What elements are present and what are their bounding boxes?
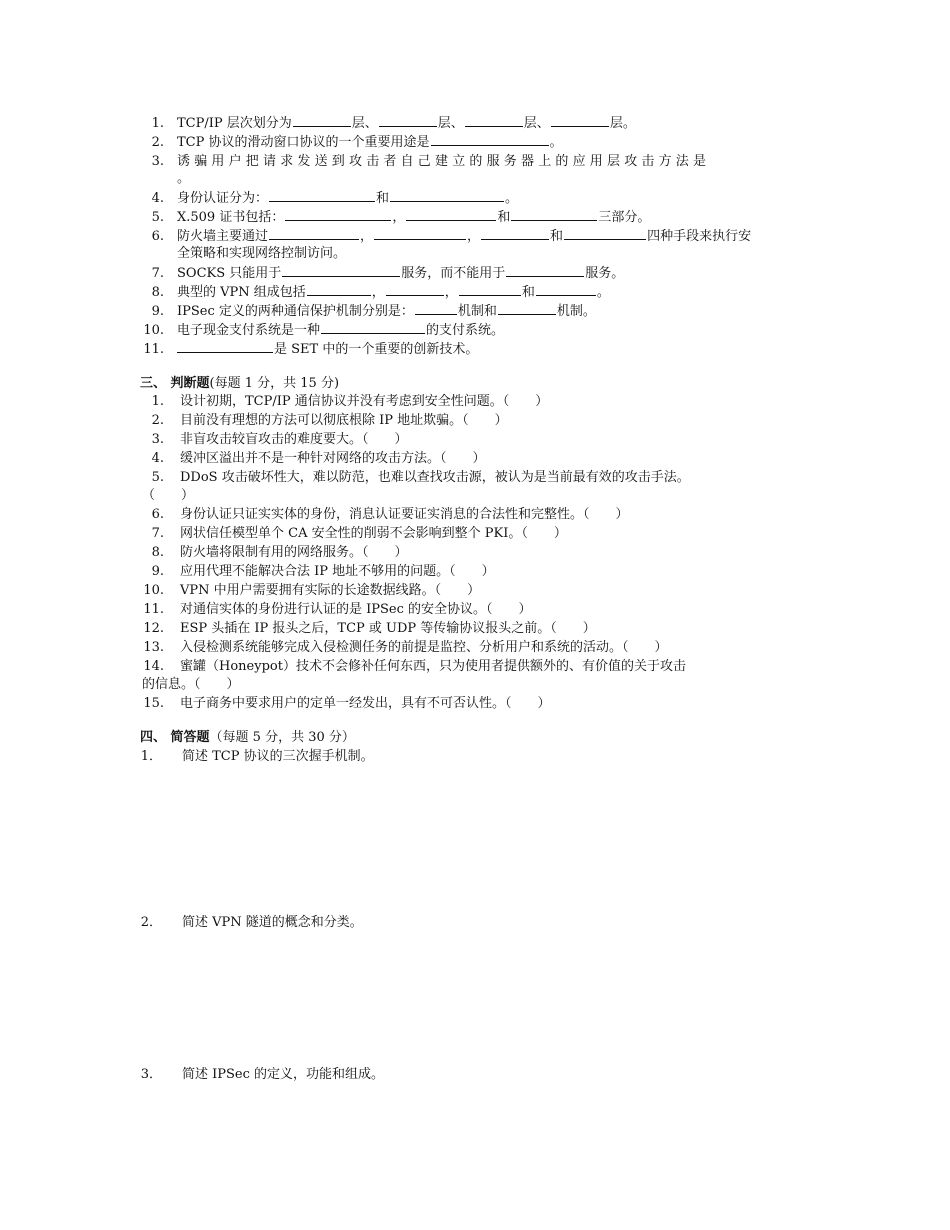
item-text: 非盲攻击较盲攻击的难度要大。（ ） bbox=[180, 432, 408, 447]
exam-page: 1. TCP/IP 层次划分为 层、 层、 层、 层。 2. TCP 协议的滑动窗口协议的一个重要用途是 。 3. 诱骗用户把请求发送到攻击者自己建立的服务器上的应用层攻击方法是 。 4. 身份认证分为： 和 。 5. X.509 证书包括： ， 和 三部分。 6. 防火墙主要通过 ， ， 和 四种手段来执行安 全策略和实现网络控制访问。 7. SOCKS 只能用于 服务，而不能用于 服务。 8. 典型的 VPN 组成包括 ， ， 和 。 9. IPSec 定义的两种通信保护机制分别是： 机制和 机制。 10. 电子现金支付系统是一种 的支付系统。 11. 是 SET 中的一个重要的创新技术。 三、 判断题(每题 1 分，共 15 分) 1. 设计初期，TCP/IP 通信协议并没有考虑到安全性问题。（ ） 2. 目前没有理想的方法可以彻底根除 IP 地址欺骗。（ ） 3. 非盲攻击较盲攻击的难度要大。（ ） 4. 缓冲区溢出并不是一种针对网络的攻击方法。（ ） 5. DDoS 攻击破坏性大，难以防范，也难以查找攻击源，被认为是当前最有效的攻击手法。 （ ） 6. 身份认证只证实实体的身份，消息认证要证实消息的合法性和完整性。（ ） 7. 网状信任模型单个 CA 安全性的削弱不会影响到整个 PKI。（ ） 8. 防火墙将限制有用的网络服务。（ ） 9. 应用代理不能解决合法 IP 地址不够用的问题。（ ） 10. VPN 中用户需要拥有实际的长途数据线路。（ ） 11. 对通信实体的身份进行认证的是 IPSec 的安全协议。（ ） 12. ESP 头插在 IP 报头之后，TCP 或 UDP 等传输协议报头之前。（ ） 13. 入侵检测系统能够完成入侵检测任务的前提是监控、分析用户和系统的活动。（ ） 14. 蜜罐（Honeypot）技术不会修补任何东西，只为使用者提供额外的、有价值的关于攻击 的信息。（ ） 15. 电子商务中要求用户的定单一经发出，具有不可否认性。（ ） 四、 简答题（每题 5 分，共 30 分） 1． 简述 TCP 协议的三次握手机制。 2． 简述 VPN 隧道的概念和分类。 3． 简述 IPSec 的定义，功能和组成。 bbox=[0, 0, 950, 1230]
answer-blank[interactable] bbox=[293, 115, 351, 127]
answer-blank[interactable] bbox=[177, 341, 273, 353]
item-number: 4. bbox=[151, 451, 164, 466]
item-number: 11. bbox=[143, 602, 164, 617]
item-number: 3. bbox=[151, 432, 164, 447]
answer-blank[interactable] bbox=[282, 265, 400, 277]
item-number: 1. bbox=[151, 394, 164, 409]
answer-blank[interactable] bbox=[415, 303, 457, 315]
answer-blank[interactable] bbox=[459, 284, 521, 296]
item-number: 13. bbox=[143, 640, 164, 655]
item-number: 6. bbox=[151, 507, 164, 522]
item-number: 7. bbox=[151, 526, 164, 541]
answer-blank[interactable] bbox=[269, 190, 375, 202]
item-text-continued: 的信息。（ ） bbox=[142, 677, 240, 692]
answer-blank[interactable] bbox=[431, 134, 549, 146]
item-text: 设计初期，TCP/IP 通信协议并没有考虑到安全性问题。（ ） bbox=[180, 394, 549, 409]
section-4-heading: 四、 简答题（每题 5 分，共 30 分） bbox=[140, 730, 355, 745]
item-number: 10. bbox=[143, 583, 164, 598]
answer-blank[interactable] bbox=[506, 265, 584, 277]
answer-blank[interactable] bbox=[511, 209, 597, 221]
answer-blank[interactable] bbox=[321, 322, 425, 334]
answer-blank[interactable] bbox=[374, 228, 466, 240]
item-text: VPN 中用户需要拥有实际的长途数据线路。（ ） bbox=[180, 583, 481, 598]
answer-blank[interactable] bbox=[481, 228, 549, 240]
item-text: 入侵检测系统能够完成入侵检测任务的前提是监控、分析用户和系统的活动。（ ） bbox=[180, 640, 668, 655]
item-text: ESP 头插在 IP 报头之后，TCP 或 UDP 等传输协议报头之前。（ ） bbox=[180, 621, 596, 636]
item-text: 网状信任模型单个 CA 安全性的削弱不会影响到整个 PKI。（ ） bbox=[180, 526, 567, 541]
item-number: 9. bbox=[151, 564, 164, 579]
section-3-heading: 三、 判断题(每题 1 分，共 15 分) bbox=[140, 376, 340, 391]
item-number: 5. bbox=[151, 470, 164, 485]
item-text: 对通信实体的身份进行认证的是 IPSec 的安全协议。（ ） bbox=[180, 602, 532, 617]
answer-blank[interactable] bbox=[307, 284, 371, 296]
item-text: 电子商务中要求用户的定单一经发出，具有不可否认性。（ ） bbox=[180, 696, 551, 711]
answer-blank[interactable] bbox=[465, 115, 523, 127]
answer-blank[interactable] bbox=[498, 303, 556, 315]
answer-blank[interactable] bbox=[386, 284, 444, 296]
answer-blank[interactable] bbox=[285, 209, 391, 221]
item-number: 15. bbox=[143, 696, 164, 711]
answer-blank[interactable] bbox=[564, 228, 646, 240]
item-text: 蜜罐（Honeypot）技术不会修补任何东西，只为使用者提供额外的、有价值的关于攻击 bbox=[180, 659, 686, 674]
item-text: 身份认证只证实实体的身份，消息认证要证实消息的合法性和完整性。（ ） bbox=[180, 507, 629, 522]
answer-blank[interactable] bbox=[269, 228, 359, 240]
item-number: 2. bbox=[151, 413, 164, 428]
item-text: 防火墙将限制有用的网络服务。（ ） bbox=[180, 545, 408, 560]
answer-blank[interactable] bbox=[379, 115, 437, 127]
item-text-continued: （ ） bbox=[142, 488, 195, 503]
answer-blank[interactable] bbox=[536, 284, 596, 296]
item-number: 14. bbox=[143, 659, 164, 674]
item-text: DDoS 攻击破坏性大，难以防范，也难以查找攻击源，被认为是当前最有效的攻击手法。 bbox=[180, 470, 690, 485]
item-text: 应用代理不能解决合法 IP 地址不够用的问题。（ ） bbox=[180, 564, 495, 579]
item-text: 缓冲区溢出并不是一种针对网络的攻击方法。（ ） bbox=[180, 451, 486, 466]
answer-blank[interactable] bbox=[406, 209, 496, 221]
item-number: 12. bbox=[143, 621, 164, 636]
answer-blank[interactable] bbox=[551, 115, 609, 127]
answer-blank[interactable] bbox=[390, 190, 504, 202]
item-number: 8. bbox=[151, 545, 164, 560]
item-text: 目前没有理想的方法可以彻底根除 IP 地址欺骗。（ ） bbox=[180, 413, 508, 428]
